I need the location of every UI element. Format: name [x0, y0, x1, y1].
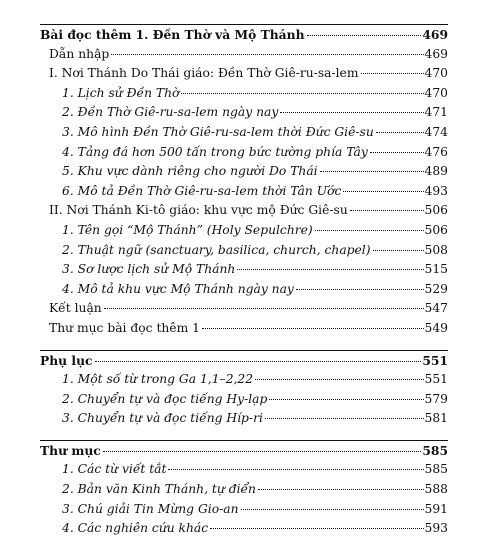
- entry-title: 3. Mô hình Đền Thờ Giê-ru-sa-lem thời Đức Giê-su: [62, 124, 374, 139]
- toc-heading-entry[interactable]: [40, 25, 448, 45]
- dot-leader: [296, 289, 424, 290]
- entry-page-number: 579: [424, 391, 448, 406]
- dot-leader: [376, 132, 424, 133]
- toc-entry[interactable]: [40, 390, 448, 410]
- dot-leader: [265, 418, 424, 419]
- dot-leader: [210, 528, 423, 529]
- toc-entry[interactable]: [40, 319, 448, 339]
- entry-title: 6. Mô tả Đền Thờ Giê-ru-sa-lem thời Tân Ước: [62, 183, 342, 198]
- entry-page-number: 593: [424, 521, 448, 536]
- toc-entry[interactable]: [40, 84, 448, 104]
- entry-page-number: 515: [424, 262, 448, 277]
- dot-leader: [258, 489, 424, 490]
- toc-heading-entry[interactable]: [40, 351, 448, 371]
- entry-page-number: 549: [424, 320, 448, 335]
- toc-entry[interactable]: [40, 260, 448, 280]
- toc-entry[interactable]: [40, 103, 448, 123]
- entry-page-number: 581: [424, 411, 448, 426]
- toc-entry[interactable]: [40, 460, 448, 480]
- toc-entry[interactable]: [40, 409, 448, 429]
- dot-leader: [361, 73, 424, 74]
- entry-title: Kết luận: [49, 301, 102, 316]
- entry-page-number: 469: [422, 27, 448, 42]
- entry-page-number: 585: [424, 462, 448, 477]
- toc-heading-entry[interactable]: [40, 441, 448, 461]
- toc-entry[interactable]: [40, 45, 448, 65]
- entry-title: 1. Lịch sử Đền Thờ: [62, 85, 180, 100]
- entry-title: Thư mục: [40, 442, 101, 458]
- dot-leader: [181, 93, 423, 94]
- entry-page-number: 585: [422, 442, 448, 458]
- entry-page-number: 551: [424, 372, 448, 387]
- dot-leader: [350, 210, 424, 211]
- dot-leader: [315, 230, 424, 231]
- entry-page-number: 476: [424, 144, 448, 159]
- toc-section: [40, 24, 448, 339]
- entry-page-number: 588: [424, 482, 448, 497]
- dot-leader: [241, 509, 424, 510]
- dot-leader: [343, 191, 423, 192]
- toc-section: [40, 429, 448, 539]
- dot-leader: [370, 152, 424, 153]
- entry-title: 5. Khu vực dành riêng cho người Do Thái: [62, 164, 318, 179]
- entry-page-number: 591: [424, 501, 448, 516]
- entry-title: 2. Thuật ngữ (sanctuary, basilica, church, chapel): [62, 242, 371, 257]
- entry-page-number: 470: [424, 66, 448, 81]
- dot-leader: [255, 379, 423, 380]
- toc-entry[interactable]: [40, 221, 448, 241]
- entry-title: 1. Các từ viết tắt: [62, 462, 167, 477]
- entry-title: 2. Bản văn Kinh Thánh, tự điển: [62, 482, 256, 497]
- entry-title: 4. Tảng đá hơn 500 tấn trong bức tường phía Tây: [62, 144, 368, 159]
- entry-page-number: 470: [424, 85, 448, 100]
- toc-entry[interactable]: [40, 480, 448, 500]
- dot-leader: [269, 399, 423, 400]
- table-of-contents: [40, 24, 448, 539]
- dot-leader: [280, 112, 423, 113]
- dot-leader: [168, 469, 423, 470]
- toc-entry[interactable]: [40, 241, 448, 261]
- entry-page-number: 529: [424, 281, 448, 296]
- entry-title: 1. Một số từ trong Ga 1,1–2,22: [62, 372, 254, 387]
- entry-page-number: 508: [424, 242, 448, 257]
- dot-leader: [111, 54, 423, 55]
- entry-title: 4. Mô tả khu vực Mộ Thánh ngày nay: [62, 281, 294, 296]
- dot-leader: [307, 35, 422, 36]
- entry-page-number: 469: [424, 46, 448, 61]
- dot-leader: [237, 269, 423, 270]
- entry-title: Dẫn nhập: [49, 46, 110, 61]
- entry-page-number: 506: [424, 203, 448, 218]
- entry-title: II. Nơi Thánh Ki-tô giáo: khu vực mộ Đức Giê-su: [49, 203, 348, 218]
- toc-entry[interactable]: [40, 143, 448, 163]
- entry-page-number: 474: [424, 124, 448, 139]
- entry-page-number: 489: [424, 164, 448, 179]
- entry-title: Thư mục bài đọc thêm 1: [49, 320, 200, 335]
- entry-page-number: 551: [422, 352, 448, 368]
- entry-title: I. Nơi Thánh Do Thái giáo: Đền Thờ Giê-ru-sa-lem: [49, 66, 359, 81]
- entry-title: 1. Tên gọi “Mộ Thánh” (Holy Sepulchre): [62, 222, 313, 237]
- entry-page-number: 547: [424, 301, 448, 316]
- dot-leader: [104, 308, 424, 309]
- section-spacer: [40, 429, 448, 440]
- entry-title: 2. Chuyển tự và đọc tiếng Hy-lạp: [62, 391, 268, 406]
- dot-leader: [95, 361, 422, 362]
- section-spacer: [40, 339, 448, 350]
- entry-title: 3. Chuyển tự và đọc tiếng Híp-ri: [62, 411, 263, 426]
- toc-entry[interactable]: [40, 182, 448, 202]
- toc-entry[interactable]: [40, 280, 448, 300]
- entry-title: 3. Chú giải Tin Mừng Gio-an: [62, 501, 239, 516]
- dot-leader: [373, 250, 424, 251]
- toc-section: [40, 339, 448, 429]
- entry-title: Phụ lục: [40, 352, 93, 368]
- entry-page-number: 493: [424, 183, 448, 198]
- entry-page-number: 471: [424, 105, 448, 120]
- toc-entry[interactable]: [40, 299, 448, 319]
- entry-title: 2. Đền Thờ Giê-ru-sa-lem ngày nay: [62, 105, 279, 120]
- entry-page-number: 506: [424, 222, 448, 237]
- entry-title: Bài đọc thêm 1. Đền Thờ và Mộ Thánh: [40, 27, 305, 42]
- dot-leader: [320, 171, 424, 172]
- dot-leader: [202, 328, 424, 329]
- entry-title: 4. Các nghiên cứu khác: [62, 521, 209, 536]
- toc-entry[interactable]: [40, 162, 448, 182]
- toc-entry[interactable]: [40, 64, 448, 84]
- dot-leader: [103, 451, 422, 452]
- toc-entry[interactable]: [40, 123, 448, 143]
- toc-entry[interactable]: [40, 519, 448, 539]
- toc-entry[interactable]: [40, 370, 448, 390]
- entry-title: 3. Sơ lược lịch sử Mộ Thánh: [62, 262, 236, 277]
- toc-entry[interactable]: [40, 201, 448, 221]
- toc-entry[interactable]: [40, 500, 448, 520]
